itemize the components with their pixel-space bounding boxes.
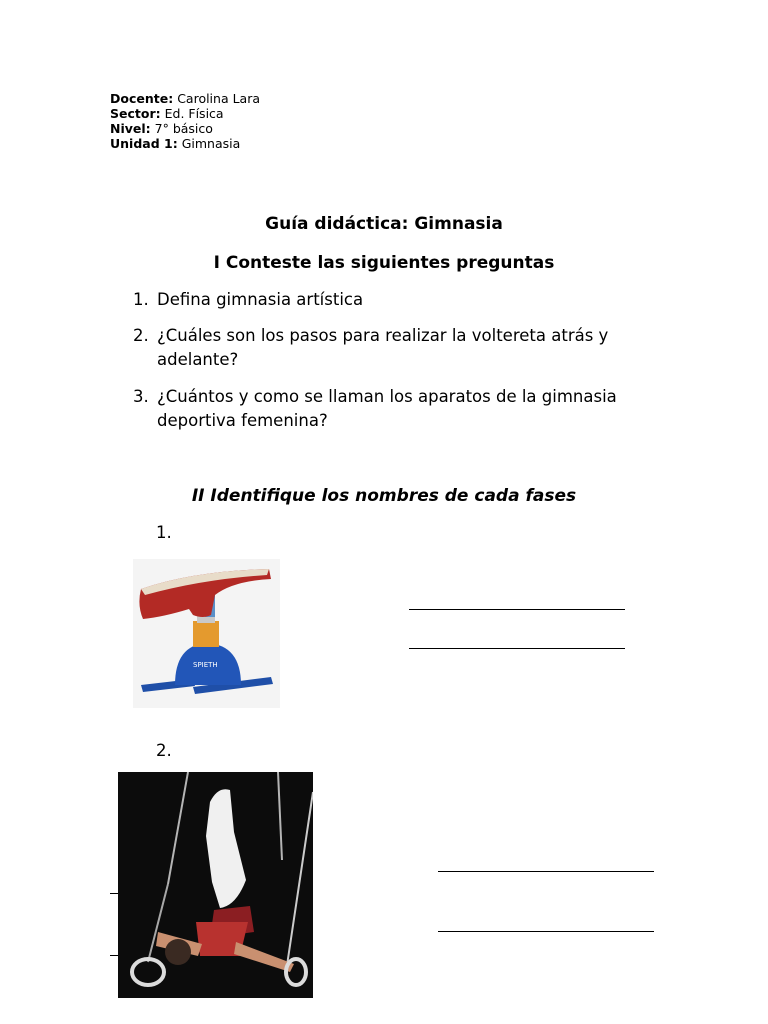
- answer-line-stub-a: [110, 893, 118, 894]
- answer-line-1a[interactable]: [409, 609, 625, 610]
- question-2: 2. ¿Cuáles son los pasos para realizar la voltereta atrás y adelante?: [133, 326, 609, 369]
- unidad-row: Unidad 1: Gimnasia: [110, 136, 241, 151]
- docente-value: Carolina Lara: [177, 91, 261, 106]
- gymnast-on-rings-photo: [118, 772, 313, 998]
- item-2-number: 2.: [156, 741, 172, 760]
- sector-row: Sector: Ed. Física: [110, 106, 224, 121]
- answer-line-1b[interactable]: [409, 648, 625, 649]
- item-1-number: 1.: [156, 523, 172, 542]
- answer-line-stub-b: [110, 955, 118, 956]
- nivel-value: 7° básico: [154, 121, 213, 136]
- nivel-row: Nivel: 7° básico: [110, 121, 213, 136]
- section1-heading: I Conteste las siguientes preguntas: [213, 253, 555, 273]
- answer-line-2a[interactable]: [438, 871, 654, 872]
- answer-line-2b[interactable]: [438, 931, 654, 932]
- vaulting-horse-illustration: [133, 559, 280, 708]
- section2-heading: II Identifique los nombres de cada fases: [191, 486, 577, 506]
- question-3: 3. ¿Cuántos y como se llaman los aparatos de la gimnasia deportiva femenina?: [133, 387, 617, 430]
- question-1: 1. Defina gimnasia artística: [133, 290, 364, 309]
- sector-value: Ed. Física: [164, 106, 224, 121]
- svg-text:SPIETH: SPIETH: [193, 661, 218, 669]
- header-info: [110, 91, 260, 151]
- docente-row: Docente: Carolina Lara: [110, 91, 261, 106]
- gymnast-rings-image: [118, 772, 313, 998]
- page-title: Guía didáctica: Gimnasia: [265, 214, 503, 234]
- unidad-value: Gimnasia: [181, 136, 241, 151]
- vaulting-horse-image: [133, 559, 280, 708]
